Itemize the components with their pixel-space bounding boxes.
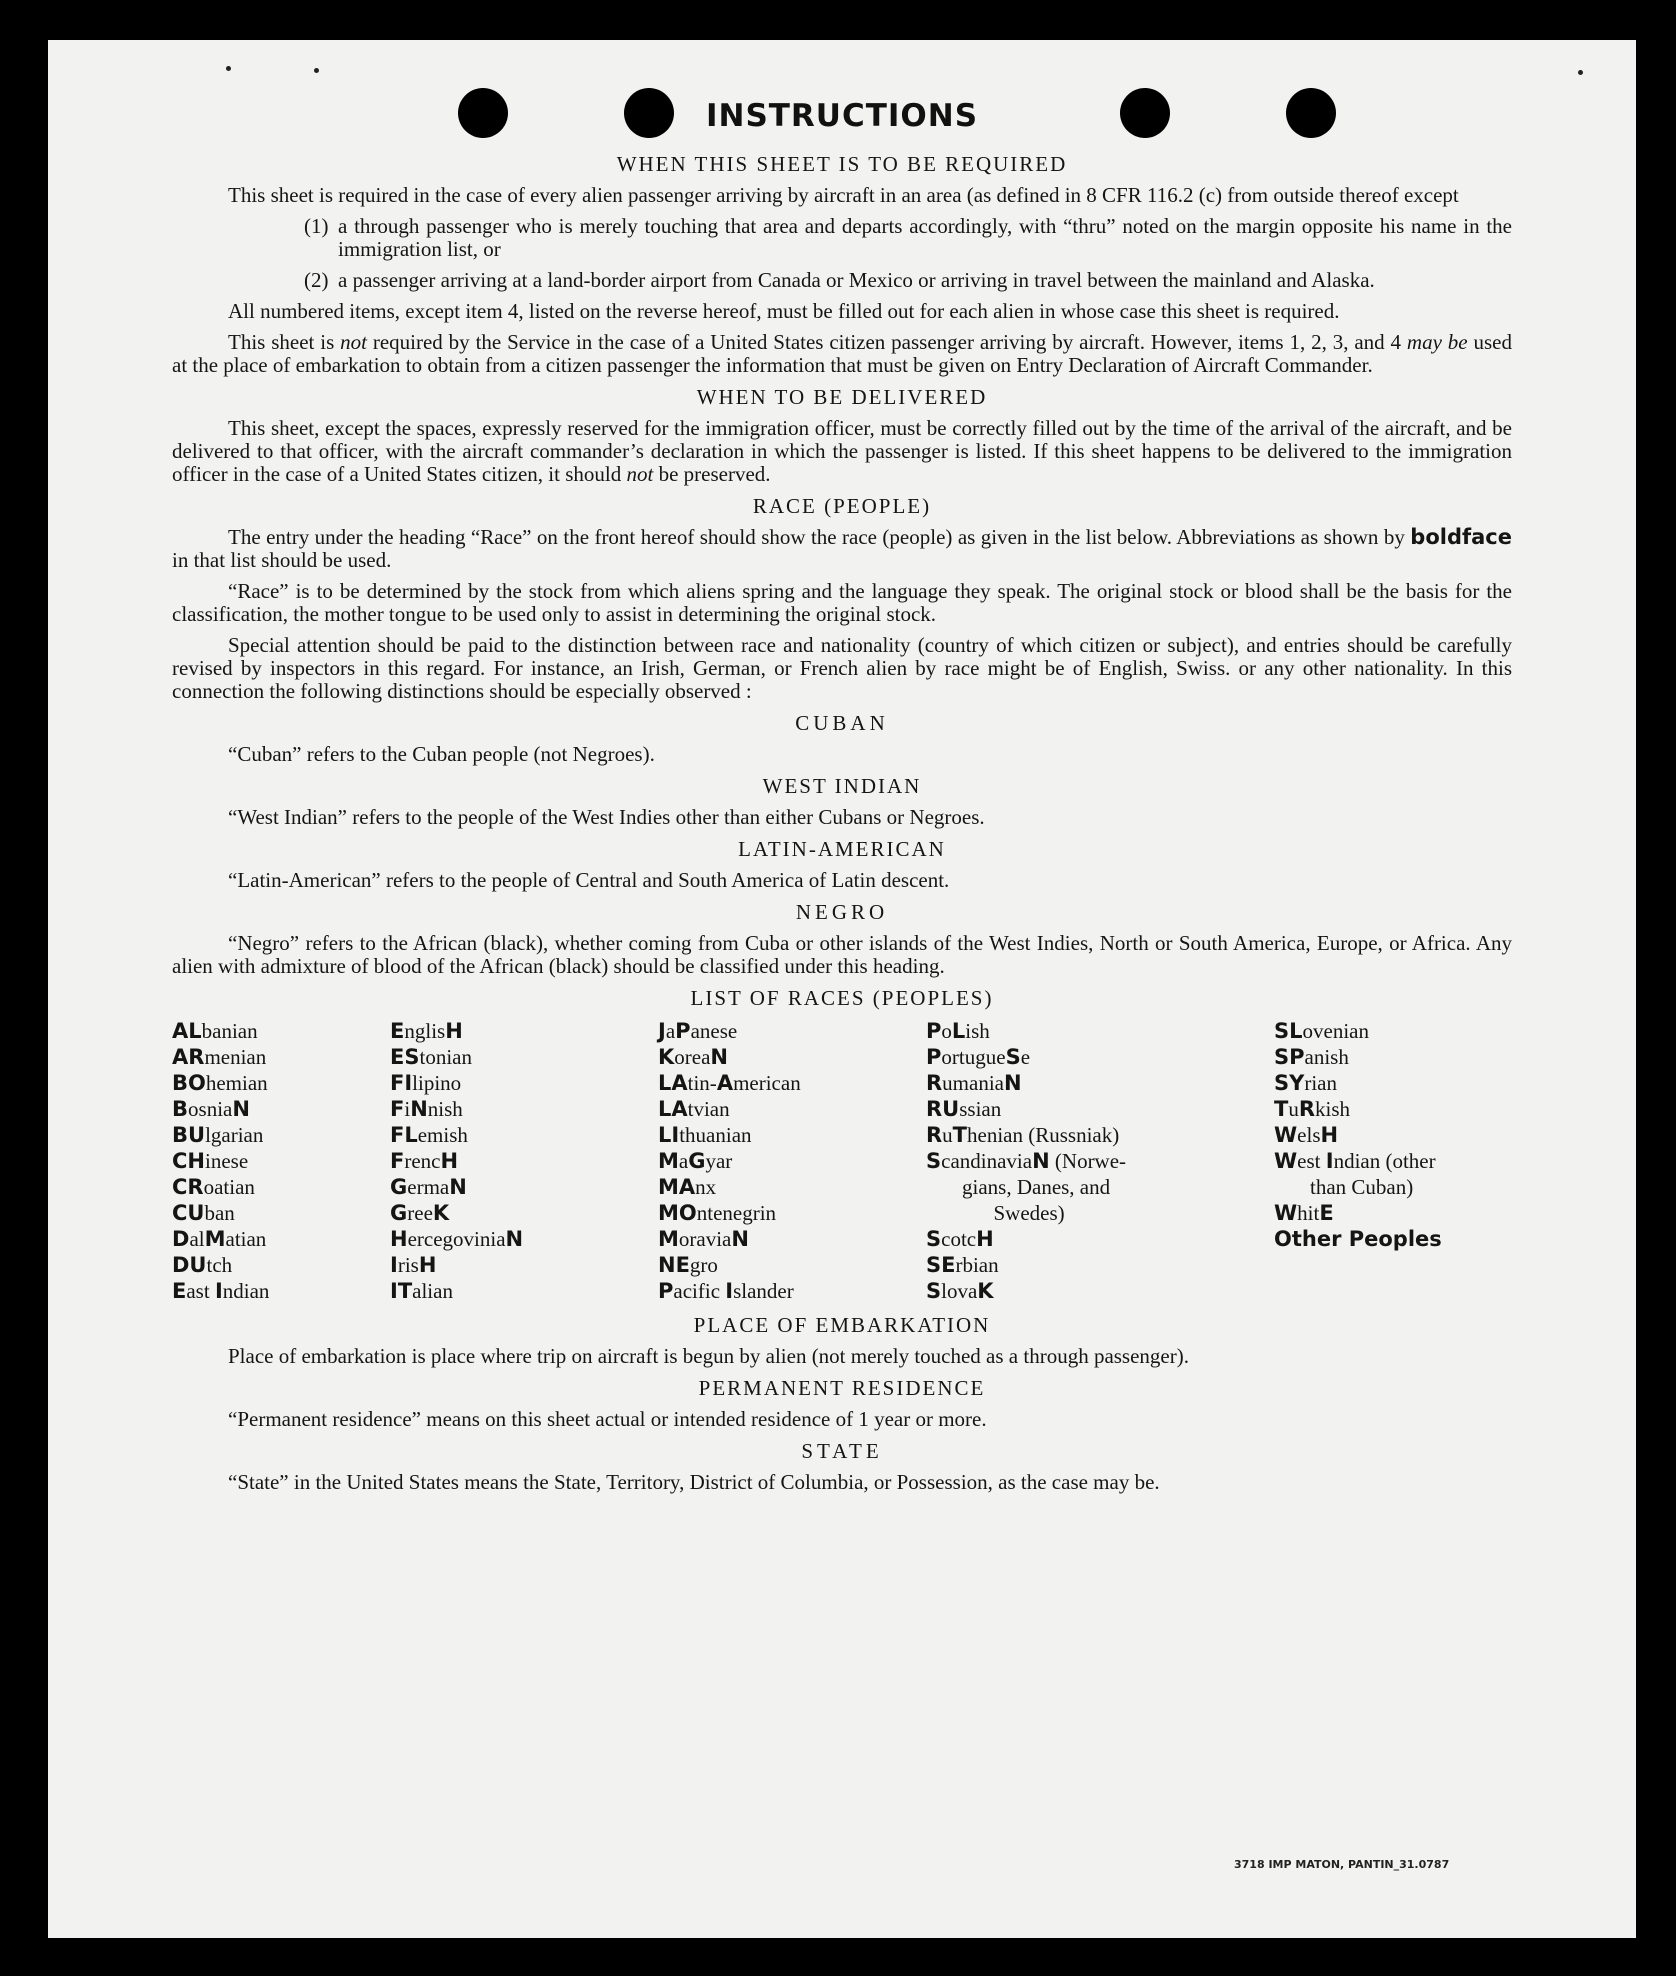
speck bbox=[226, 66, 231, 71]
race-item: MaGyar bbox=[658, 1149, 733, 1173]
race-item: SErbian bbox=[926, 1253, 999, 1277]
paragraph: “Latin-American” refers to the people of Central and South America of Latin descent. bbox=[228, 868, 950, 892]
emphasis: not bbox=[626, 462, 654, 486]
paragraph: “Permanent residence” means on this sheet actual or intended residence of 1 year or more. bbox=[228, 1407, 987, 1431]
text-run: in that list should be used. bbox=[172, 548, 392, 572]
paragraph bbox=[172, 417, 1512, 486]
race-item: RuThenian (Russniak) bbox=[926, 1123, 1120, 1147]
race-item: BUlgarian bbox=[172, 1123, 264, 1147]
race-item: West Indian (other bbox=[1274, 1149, 1436, 1173]
paragraph: “Negro” refers to the African (black), whether coming from Cuba or other islands of the West Indies, North or South America, Europe, or Africa. Any alien with admixture of blood of the African (black) should be classified under this heading. bbox=[172, 931, 1512, 978]
paragraph: “State” in the United States means the State, Territory, District of Columbia, or Possession, as the case may be. bbox=[228, 1470, 1160, 1494]
text-run: used at the place of embarkation to obtain from a citizen passenger the information that must be given on Entry Declaration of Aircraft Commander. bbox=[172, 330, 1512, 377]
race-item: than Cuban) bbox=[1310, 1175, 1414, 1199]
race-column bbox=[926, 1018, 1274, 1304]
item-number: (2) bbox=[304, 268, 329, 292]
race-item: FLemish bbox=[390, 1123, 468, 1147]
race-item: EStonian bbox=[390, 1045, 472, 1069]
race-item: PoLish bbox=[926, 1019, 990, 1043]
page-title: INSTRUCTIONS bbox=[705, 98, 979, 134]
list-item bbox=[304, 269, 1512, 292]
paragraph: “Cuban” refers to the Cuban people (not Negroes). bbox=[228, 742, 655, 766]
race-item: DalMatian bbox=[172, 1227, 267, 1251]
race-item: ScotcH bbox=[926, 1227, 994, 1251]
text-run: This sheet, except the spaces, expressly reserved for the immigration officer, must be correctly filled out by the time of the arrival of the aircraft, and be delivered to that officer, with the aircraft commander’s declaration in which the passenger is listed. If this sheet happens to be delivered to the immigration officer in the case of a United States citizen, it should bbox=[172, 416, 1512, 486]
item-text: a passenger arriving at a land-border airport from Canada or Mexico or arriving in travel between the mainland and Alaska. bbox=[338, 268, 1375, 292]
section-heading: LATIN-AMERICAN bbox=[738, 837, 946, 861]
race-item: KoreaN bbox=[658, 1045, 728, 1069]
race-item: TuRkish bbox=[1274, 1097, 1351, 1121]
race-item: Other Peoples bbox=[1274, 1227, 1442, 1251]
item-text: a through passenger who is merely touching that area and departs accordingly, with “thru” noted on the margin opposite his name in the immigration list, or bbox=[338, 214, 1512, 261]
section-heading: STATE bbox=[801, 1439, 883, 1463]
race-item: LAtin-American bbox=[658, 1071, 801, 1095]
race-item: LIthuanian bbox=[658, 1123, 752, 1147]
race-item: SLovenian bbox=[1274, 1019, 1369, 1043]
race-item: SlovaK bbox=[926, 1279, 994, 1303]
race-item: IrisH bbox=[390, 1253, 437, 1277]
printer-imprint: 3718 IMP MATON, PANTIN_31.0787 bbox=[1234, 1858, 1450, 1871]
race-item: CHinese bbox=[172, 1149, 249, 1173]
race-item: FrencH bbox=[390, 1149, 459, 1173]
paragraph bbox=[172, 331, 1512, 377]
race-item: gians, Danes, and bbox=[962, 1175, 1111, 1199]
speck bbox=[1578, 70, 1583, 75]
race-item: WhitE bbox=[1274, 1201, 1334, 1225]
bold-word: boldface bbox=[1410, 525, 1512, 549]
text-run: The entry under the heading “Race” on the front hereof should show the race (people) as given in the list below. Abbreviations as shown by bbox=[228, 525, 1411, 549]
race-item: WelsH bbox=[1274, 1123, 1339, 1147]
race-column bbox=[390, 1018, 658, 1304]
race-item: RUssian bbox=[926, 1097, 1002, 1121]
section-heading: PLACE OF EMBARKATION bbox=[693, 1313, 991, 1337]
item-number: (1) bbox=[304, 214, 329, 238]
race-item: ARmenian bbox=[172, 1045, 267, 1069]
paragraph: “Race” is to be determined by the stock from which aliens spring and the language they speak. The original stock or blood shall be the basis for the classification, the mother tongue to be used only to assist in determining the original stock. bbox=[172, 579, 1512, 626]
race-item: CRoatian bbox=[172, 1175, 255, 1199]
document-sheet bbox=[48, 40, 1636, 1938]
instructions-body bbox=[172, 144, 1512, 1502]
section-heading: NEGRO bbox=[795, 900, 889, 924]
race-item: Pacific Islander bbox=[658, 1279, 794, 1303]
section-heading: WHEN TO BE DELIVERED bbox=[696, 385, 988, 409]
paragraph: Place of embarkation is place where trip on aircraft is begun by alien (not merely touched as a through passenger). bbox=[228, 1344, 1189, 1368]
speck bbox=[314, 68, 319, 73]
section-heading: PERMANENT RESIDENCE bbox=[698, 1376, 986, 1400]
race-item: ScandinaviaN (Norwe- bbox=[926, 1149, 1127, 1173]
emphasis: may be bbox=[1406, 330, 1468, 354]
race-item: HercegoviniaN bbox=[390, 1227, 524, 1251]
race-item: GreeK bbox=[390, 1201, 450, 1225]
race-item: MoraviaN bbox=[658, 1227, 749, 1251]
race-item: DUtch bbox=[172, 1253, 233, 1277]
paragraph: This sheet is required in the case of every alien passenger arriving by aircraft in an area (as defined in 8 CFR 116.2 (c) from outside thereof except bbox=[228, 183, 1459, 207]
race-item: BOhemian bbox=[172, 1071, 268, 1095]
race-item: MOntenegrin bbox=[658, 1201, 777, 1225]
race-item: Swedes) bbox=[962, 1201, 1065, 1225]
race-column bbox=[658, 1018, 926, 1304]
race-item: ITalian bbox=[390, 1279, 453, 1303]
race-item: SPanish bbox=[1274, 1045, 1349, 1069]
section-heading: WEST INDIAN bbox=[762, 774, 922, 798]
race-item: MAnx bbox=[658, 1175, 717, 1199]
section-heading: CUBAN bbox=[795, 711, 889, 735]
race-item: PortugueSe bbox=[926, 1045, 1031, 1069]
race-item: GermaN bbox=[390, 1175, 467, 1199]
race-column bbox=[1274, 1018, 1512, 1304]
race-list bbox=[172, 1018, 1512, 1304]
section-heading: RACE (PEOPLE) bbox=[752, 494, 932, 518]
race-item: RumaniaN bbox=[926, 1071, 1022, 1095]
race-item: EnglisH bbox=[390, 1019, 463, 1043]
race-item: East Indian bbox=[172, 1279, 270, 1303]
paragraph: “West Indian” refers to the people of the West Indies other than either Cubans or Negroes. bbox=[228, 805, 985, 829]
section-heading: LIST OF RACES (PEOPLES) bbox=[690, 986, 994, 1010]
paragraph bbox=[172, 526, 1512, 572]
race-item: JaPanese bbox=[658, 1019, 738, 1043]
race-item: BosniaN bbox=[172, 1097, 250, 1121]
race-column bbox=[172, 1018, 390, 1304]
emphasis: not bbox=[340, 330, 367, 354]
text-run: be preserved. bbox=[653, 462, 771, 486]
race-item: LAtvian bbox=[658, 1097, 730, 1121]
race-item: CUban bbox=[172, 1201, 235, 1225]
race-item: SYrian bbox=[1274, 1071, 1337, 1095]
paragraph: Special attention should be paid to the distinction between race and nationality (country of which citizen or subject), and entries should be carefully revised by inspectors in this regard. For instance, an Irish, German, or French alien by race might be of English, Swiss. or any other nationality. In this connection the following distinctions should be especially observed : bbox=[172, 633, 1512, 703]
text-run: This sheet is bbox=[228, 330, 341, 354]
race-item: FIlipino bbox=[390, 1071, 462, 1095]
race-item: ALbanian bbox=[172, 1019, 258, 1043]
paragraph: All numbered items, except item 4, listed on the reverse hereof, must be filled out for each alien in whose case this sheet is required. bbox=[228, 299, 1340, 323]
section-heading: WHEN THIS SHEET IS TO BE REQUIRED bbox=[616, 152, 1068, 176]
text-run: required by the Service in the case of a United States citizen passenger arriving by aircraft. However, items 1, 2, 3, and 4 bbox=[366, 330, 1407, 354]
race-item: NEgro bbox=[658, 1253, 718, 1277]
race-item: FiNnish bbox=[390, 1097, 463, 1121]
list-item bbox=[304, 215, 1512, 261]
